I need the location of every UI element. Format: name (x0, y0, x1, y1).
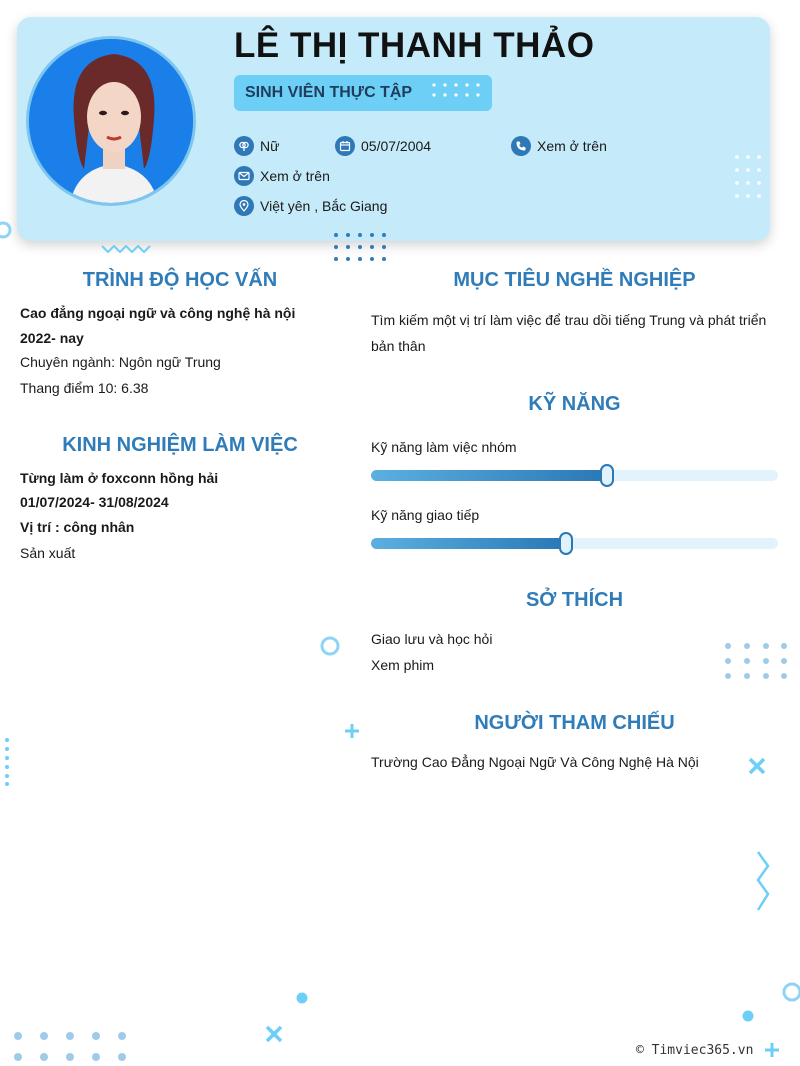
skill-label: Kỹ năng giao tiếp (371, 507, 480, 523)
ring-decoration (318, 634, 342, 658)
address-value: Việt yên , Bắc Giang (260, 198, 388, 214)
calendar-icon (335, 136, 355, 156)
birthdate-row (335, 136, 431, 156)
education-major: Chuyên ngành: Ngôn ngữ Trung (20, 354, 221, 370)
candidate-name: LÊ THỊ THANH THẢO (234, 26, 595, 65)
dot-column-decoration (2, 736, 12, 788)
plus-decoration (342, 721, 362, 741)
hobbies-title: SỞ THÍCH (525, 589, 624, 611)
dot-grid-decoration (720, 640, 790, 682)
email-value: Xem ở trên (260, 168, 330, 184)
job-title-badge (234, 75, 492, 111)
job-title: SINH VIÊN THỰC TẬP (245, 84, 413, 101)
gender-icon (234, 136, 254, 156)
dot-decoration (292, 988, 312, 1008)
experience-position: Vị trí : công nhân (20, 519, 135, 535)
skill-bar (371, 470, 778, 481)
envelope-icon (234, 166, 254, 186)
objective-line-1: Tìm kiếm một vị trí làm việc để trau dồi tiếng Trung và phát triển (371, 312, 767, 328)
gender-value: Nữ (260, 138, 280, 154)
phone-row (511, 136, 607, 156)
pill-dots-decoration (430, 81, 486, 105)
avatar-photo (29, 39, 196, 206)
education-period: 2022- nay (20, 330, 84, 346)
address-row (234, 196, 387, 216)
dot-grid-decoration (330, 230, 394, 264)
skill-bar-knob (600, 464, 614, 487)
skills-title: KỸ NĂNG (528, 393, 621, 415)
dot-grid-decoration (731, 152, 765, 210)
objective-line-2: bản thân (371, 338, 426, 354)
experience-description: Sản xuất (20, 545, 76, 561)
dot-grid-decoration (8, 1028, 134, 1064)
education-title: TRÌNH ĐỘ HỌC VẤN (82, 269, 278, 291)
plus-decoration (760, 1040, 784, 1060)
objective-title: MỤC TIÊU NGHỀ NGHIỆP (453, 269, 696, 291)
zigzag-decoration (752, 848, 774, 916)
hobby-item: Giao lưu và học hỏi (371, 631, 493, 647)
skill-bar (371, 538, 778, 549)
phone-value: Xem ở trên (537, 138, 607, 154)
ring-decoration (780, 980, 800, 1004)
location-pin-icon (234, 196, 254, 216)
skill-bar-knob (559, 532, 573, 555)
birthdate-value: 05/07/2004 (361, 138, 432, 154)
zigzag-decoration (100, 242, 154, 254)
copyright-footer: © Timviec365.vn (636, 1043, 754, 1058)
dot-decoration (738, 1006, 758, 1026)
ring-decoration (0, 215, 14, 245)
email-row (234, 166, 330, 186)
cross-decoration (745, 754, 769, 778)
skill-bar-fill (371, 538, 566, 549)
education-school: Cao đẳng ngoại ngữ và công nghệ hà nội (20, 305, 296, 321)
references-text: Trường Cao Đẳng Ngoại Ngữ Và Công Nghệ Hà Nội (371, 754, 699, 770)
education-gpa: Thang điểm 10: 6.38 (20, 380, 149, 396)
phone-icon (511, 136, 531, 156)
hobby-item: Xem phim (371, 657, 435, 673)
skill-label: Kỹ năng làm việc nhóm (371, 439, 517, 455)
experience-period: 01/07/2024- 31/08/2024 (20, 494, 169, 510)
cross-decoration (262, 1022, 286, 1046)
references-title: NGƯỜI THAM CHIẾU (474, 712, 675, 734)
avatar (26, 36, 196, 206)
gender-row (234, 136, 279, 156)
skill-bar-fill (371, 470, 607, 481)
experience-title: KINH NGHIỆM LÀM VIỆC (62, 434, 298, 456)
experience-company: Từng làm ở foxconn hồng hải (20, 470, 219, 486)
